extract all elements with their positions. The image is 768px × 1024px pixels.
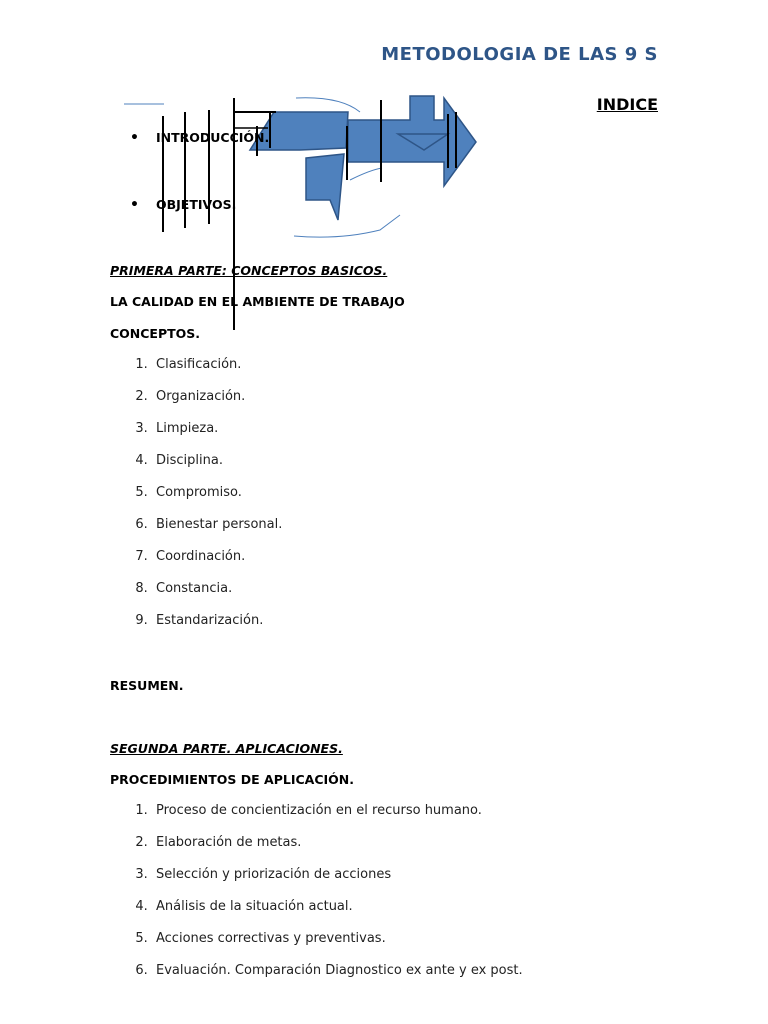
summary-label: RESUMEN. — [110, 678, 184, 693]
list-item: 6. Evaluación. Comparación Diagnostico ex ante y ex post. — [135, 963, 523, 978]
list-item: 2. Elaboración de metas. — [135, 835, 302, 850]
list-item: • OBJETIVOS. — [130, 197, 236, 212]
index-heading: INDICE — [596, 95, 658, 114]
part2-heading: SEGUNDA PARTE. APLICACIONES. — [110, 741, 343, 756]
list-item: 3. Limpieza. — [135, 421, 219, 436]
arrow-graphic — [0, 0, 768, 340]
part1-subheading: LA CALIDAD EN EL AMBIENTE DE TRABAJO — [110, 294, 405, 309]
list-item: 5. Acciones correctivas y preventivas. — [135, 931, 386, 946]
part2-subheading: PROCEDIMIENTOS DE APLICACIÓN. — [110, 772, 354, 787]
list-item: • INTRODUCCIÓN. — [130, 130, 269, 145]
list-item: 9. Estandarización. — [135, 613, 264, 628]
arrow-shape-down — [306, 154, 344, 220]
document-title: METODOLOGIA DE LAS 9 S — [381, 44, 658, 65]
list-item: 8. Constancia. — [135, 581, 233, 596]
list-item: 4. Análisis de la situación actual. — [135, 899, 353, 914]
part1-heading: PRIMERA PARTE: CONCEPTOS BASICOS. — [110, 263, 388, 278]
list-item: 7. Coordinación. — [135, 549, 246, 564]
list-item: 4. Disciplina. — [135, 453, 223, 468]
list-item: 1. Clasificación. — [135, 357, 242, 372]
concepts-label: CONCEPTOS. — [110, 326, 201, 341]
list-item: 5. Compromiso. — [135, 485, 242, 500]
list-item: 2. Organización. — [135, 389, 246, 404]
list-item: 1. Proceso de concientización en el recurso humano. — [135, 803, 482, 818]
list-item: 6. Bienestar personal. — [135, 517, 283, 532]
list-item: 3. Selección y priorización de acciones — [135, 867, 392, 882]
